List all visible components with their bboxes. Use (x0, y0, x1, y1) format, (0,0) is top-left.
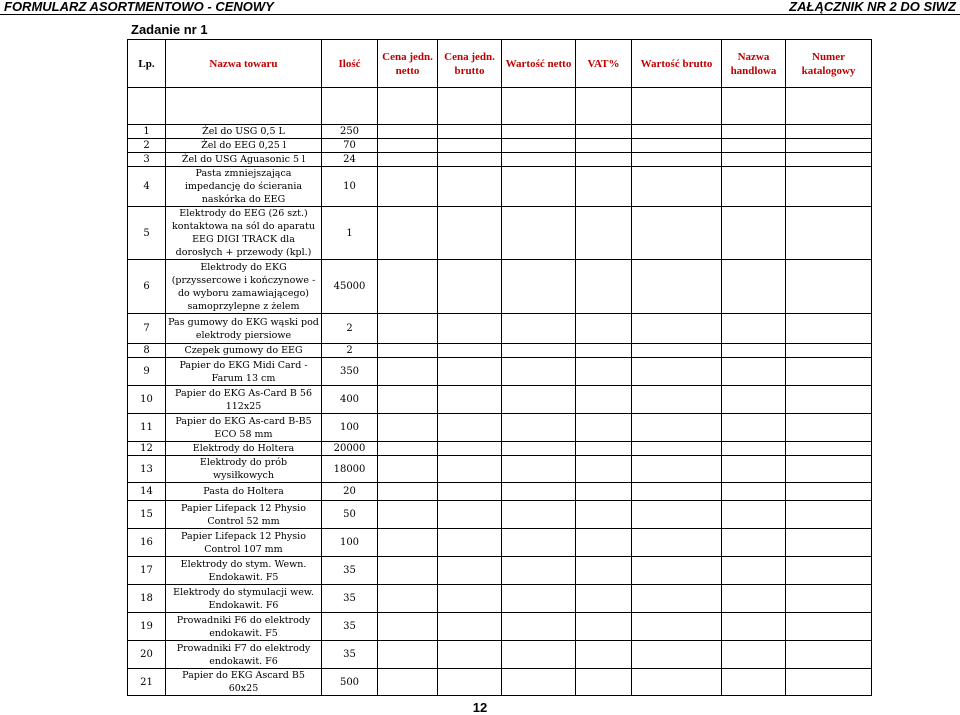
row-unit-gross[interactable] (438, 153, 502, 167)
row-qty: 250 (322, 125, 378, 139)
row-unit-gross[interactable] (438, 442, 502, 456)
row-vat[interactable] (576, 613, 632, 641)
row-qty: 1 (322, 207, 378, 260)
row-value-net[interactable] (502, 344, 576, 358)
row-name: Żel do USG Aguasonic 5 l (166, 153, 322, 167)
row-catalog-no[interactable] (786, 207, 872, 260)
row-value-gross[interactable] (632, 529, 722, 557)
row-trade-name[interactable] (722, 386, 786, 414)
row-trade-name[interactable] (722, 585, 786, 613)
row-unit-net[interactable] (378, 501, 438, 529)
row-vat[interactable] (576, 125, 632, 139)
row-vat[interactable] (576, 153, 632, 167)
row-trade-name[interactable] (722, 314, 786, 344)
task-title: Zadanie nr 1 (131, 22, 208, 37)
table-row (128, 669, 872, 696)
row-name: Papier do EKG As-card B-B5 ECO 58 mm (166, 414, 322, 442)
row-unit-net[interactable] (378, 314, 438, 344)
row-unit-gross[interactable] (438, 386, 502, 414)
table-row (128, 153, 872, 167)
row-vat[interactable] (576, 314, 632, 344)
row-unit-net[interactable] (378, 613, 438, 641)
row-name: Żel do USG 0,5 L (166, 125, 322, 139)
table-row (128, 529, 872, 557)
row-name: Elektrody do stym. Wewn. Endokawit. F5 (166, 557, 322, 585)
row-lp: 3 (128, 153, 166, 167)
row-vat[interactable] (576, 386, 632, 414)
table-row (128, 314, 872, 344)
row-value-gross[interactable] (632, 344, 722, 358)
col-lp: Lp. (128, 40, 166, 88)
row-qty: 18000 (322, 456, 378, 483)
row-trade-name[interactable] (722, 153, 786, 167)
row-unit-gross[interactable] (438, 260, 502, 314)
row-unit-net[interactable] (378, 456, 438, 483)
row-name: Papier Lifepack 12 Physio Control 107 mm (166, 529, 322, 557)
row-value-net[interactable] (502, 207, 576, 260)
table-row (128, 414, 872, 442)
row-value-gross[interactable] (632, 483, 722, 501)
row-value-net[interactable] (502, 125, 576, 139)
row-unit-gross[interactable] (438, 501, 502, 529)
row-qty: 35 (322, 613, 378, 641)
row-unit-net[interactable] (378, 386, 438, 414)
row-name: Pasta zmniejszająca impedancję do ścierania naskórka do EEG (166, 167, 322, 207)
header-divider (0, 14, 960, 15)
row-vat[interactable] (576, 442, 632, 456)
table-row (128, 613, 872, 641)
row-lp: 8 (128, 344, 166, 358)
row-value-net[interactable] (502, 669, 576, 696)
row-catalog-no[interactable] (786, 125, 872, 139)
row-unit-net[interactable] (378, 139, 438, 153)
row-unit-gross[interactable] (438, 139, 502, 153)
row-unit-net[interactable] (378, 207, 438, 260)
row-lp: 1 (128, 125, 166, 139)
col-catalog-no: Numer katalogowy (786, 40, 872, 88)
row-qty: 45000 (322, 260, 378, 314)
row-value-gross[interactable] (632, 501, 722, 529)
col-value-net: Wartość netto (502, 40, 576, 88)
row-value-gross[interactable] (632, 585, 722, 613)
table-row (128, 442, 872, 456)
table-row (128, 125, 872, 139)
row-catalog-no[interactable] (786, 386, 872, 414)
row-vat[interactable] (576, 483, 632, 501)
col-trade-name: Nazwa handlowa (722, 40, 786, 88)
row-catalog-no[interactable] (786, 358, 872, 386)
row-catalog-no[interactable] (786, 456, 872, 483)
row-lp: 9 (128, 358, 166, 386)
row-vat[interactable] (576, 358, 632, 386)
row-value-net[interactable] (502, 386, 576, 414)
row-unit-net[interactable] (378, 344, 438, 358)
row-catalog-no[interactable] (786, 167, 872, 207)
row-qty: 500 (322, 669, 378, 696)
row-value-gross[interactable] (632, 414, 722, 442)
row-catalog-no[interactable] (786, 442, 872, 456)
row-unit-gross[interactable] (438, 613, 502, 641)
table-row (128, 207, 872, 260)
row-lp: 18 (128, 585, 166, 613)
row-unit-net[interactable] (378, 669, 438, 696)
row-unit-net[interactable] (378, 483, 438, 501)
row-unit-net[interactable] (378, 153, 438, 167)
row-value-net[interactable] (502, 139, 576, 153)
row-lp: 20 (128, 641, 166, 669)
row-value-gross[interactable] (632, 260, 722, 314)
row-unit-net[interactable] (378, 442, 438, 456)
row-value-net[interactable] (502, 613, 576, 641)
row-value-gross[interactable] (632, 442, 722, 456)
row-trade-name[interactable] (722, 442, 786, 456)
header-row (128, 40, 872, 88)
row-name: Papier do EKG Ascard B5 60x25 (166, 669, 322, 696)
row-unit-gross[interactable] (438, 344, 502, 358)
col-unit-net: Cena jedn. netto (378, 40, 438, 88)
row-value-net[interactable] (502, 529, 576, 557)
row-trade-name[interactable] (722, 414, 786, 442)
col-name: Nazwa towaru (166, 40, 322, 88)
row-unit-net[interactable] (378, 641, 438, 669)
row-trade-name[interactable] (722, 344, 786, 358)
row-value-gross[interactable] (632, 125, 722, 139)
row-qty: 70 (322, 139, 378, 153)
row-catalog-no[interactable] (786, 483, 872, 501)
row-qty: 2 (322, 344, 378, 358)
row-qty: 20 (322, 483, 378, 501)
row-lp: 17 (128, 557, 166, 585)
row-unit-gross[interactable] (438, 314, 502, 344)
row-vat[interactable] (576, 414, 632, 442)
row-unit-gross[interactable] (438, 414, 502, 442)
row-value-gross[interactable] (632, 669, 722, 696)
row-vat[interactable] (576, 585, 632, 613)
row-unit-net[interactable] (378, 529, 438, 557)
row-value-net[interactable] (502, 153, 576, 167)
row-value-gross[interactable] (632, 314, 722, 344)
row-qty: 50 (322, 501, 378, 529)
col-vat: VAT% (576, 40, 632, 88)
row-qty: 350 (322, 358, 378, 386)
row-unit-gross[interactable] (438, 557, 502, 585)
row-catalog-no[interactable] (786, 557, 872, 585)
row-name: Żel do EEG 0,25 l (166, 139, 322, 153)
row-catalog-no[interactable] (786, 641, 872, 669)
row-qty: 10 (322, 167, 378, 207)
spacer-row (128, 88, 872, 125)
row-value-gross[interactable] (632, 641, 722, 669)
row-catalog-no[interactable] (786, 139, 872, 153)
row-lp: 2 (128, 139, 166, 153)
row-value-gross[interactable] (632, 358, 722, 386)
row-catalog-no[interactable] (786, 414, 872, 442)
row-trade-name[interactable] (722, 167, 786, 207)
row-value-net[interactable] (502, 585, 576, 613)
row-lp: 4 (128, 167, 166, 207)
table-row (128, 386, 872, 414)
row-unit-gross[interactable] (438, 358, 502, 386)
row-trade-name[interactable] (722, 557, 786, 585)
row-unit-net[interactable] (378, 358, 438, 386)
row-qty: 35 (322, 585, 378, 613)
row-lp: 19 (128, 613, 166, 641)
row-name: Papier do EKG As-Card B 56 112x25 (166, 386, 322, 414)
row-value-gross[interactable] (632, 456, 722, 483)
row-unit-net[interactable] (378, 167, 438, 207)
empty-cell (166, 88, 322, 125)
row-unit-net[interactable] (378, 585, 438, 613)
empty-cell (632, 88, 722, 125)
row-value-gross[interactable] (632, 613, 722, 641)
table-row (128, 641, 872, 669)
row-vat[interactable] (576, 167, 632, 207)
row-qty: 100 (322, 529, 378, 557)
row-trade-name[interactable] (722, 501, 786, 529)
row-value-net[interactable] (502, 260, 576, 314)
row-name: Czepek gumowy do EEG (166, 344, 322, 358)
row-vat[interactable] (576, 344, 632, 358)
row-trade-name[interactable] (722, 456, 786, 483)
row-value-gross[interactable] (632, 557, 722, 585)
row-catalog-no[interactable] (786, 260, 872, 314)
row-qty: 400 (322, 386, 378, 414)
row-name: Pas gumowy do EKG wąski pod elektrody piersiowe (166, 314, 322, 344)
row-trade-name[interactable] (722, 483, 786, 501)
row-trade-name[interactable] (722, 139, 786, 153)
row-unit-gross[interactable] (438, 125, 502, 139)
table-row (128, 456, 872, 483)
form-title: FORMULARZ ASORTMENTOWO - CENOWY (4, 0, 274, 14)
row-vat[interactable] (576, 456, 632, 483)
row-name: Elektrody do prób wysiłkowych (166, 456, 322, 483)
row-catalog-no[interactable] (786, 501, 872, 529)
empty-cell (438, 88, 502, 125)
row-vat[interactable] (576, 207, 632, 260)
col-value-gross: Wartość brutto (632, 40, 722, 88)
table-row (128, 557, 872, 585)
row-lp: 6 (128, 260, 166, 314)
row-unit-gross[interactable] (438, 207, 502, 260)
empty-cell (502, 88, 576, 125)
row-name: Elektrody do EEG (26 szt.) kontaktowa na sól do aparatu EEG DIGI TRACK dla dorosłych + przewody (kpl.) (166, 207, 322, 260)
row-lp: 15 (128, 501, 166, 529)
row-value-net[interactable] (502, 442, 576, 456)
row-trade-name[interactable] (722, 613, 786, 641)
empty-cell (786, 88, 872, 125)
row-vat[interactable] (576, 529, 632, 557)
row-value-net[interactable] (502, 483, 576, 501)
row-lp: 21 (128, 669, 166, 696)
row-lp: 10 (128, 386, 166, 414)
row-unit-gross[interactable] (438, 456, 502, 483)
row-catalog-no[interactable] (786, 669, 872, 696)
row-qty: 20000 (322, 442, 378, 456)
table-row (128, 358, 872, 386)
assortment-price-table (127, 39, 872, 696)
row-name: Elektrody do stymulacji wew. Endokawit. F6 (166, 585, 322, 613)
row-catalog-no[interactable] (786, 585, 872, 613)
row-lp: 11 (128, 414, 166, 442)
row-unit-net[interactable] (378, 125, 438, 139)
row-vat[interactable] (576, 641, 632, 669)
table-row (128, 585, 872, 613)
row-name: Prowadniki F6 do elektrody endokawit. F5 (166, 613, 322, 641)
row-lp: 7 (128, 314, 166, 344)
row-unit-net[interactable] (378, 414, 438, 442)
row-value-net[interactable] (502, 358, 576, 386)
row-catalog-no[interactable] (786, 529, 872, 557)
row-name: Elektrody do EKG (przyssercowe i kończynowe - do wyboru zamawiającego) samoprzylepne z żelem (166, 260, 322, 314)
col-qty: Ilość (322, 40, 378, 88)
row-catalog-no[interactable] (786, 314, 872, 344)
empty-cell (378, 88, 438, 125)
table-row (128, 167, 872, 207)
row-value-net[interactable] (502, 314, 576, 344)
row-trade-name[interactable] (722, 358, 786, 386)
row-value-net[interactable] (502, 501, 576, 529)
row-catalog-no[interactable] (786, 344, 872, 358)
row-vat[interactable] (576, 669, 632, 696)
row-value-gross[interactable] (632, 167, 722, 207)
empty-cell (576, 88, 632, 125)
row-value-gross[interactable] (632, 153, 722, 167)
col-unit-gross: Cena jedn. brutto (438, 40, 502, 88)
row-value-gross[interactable] (632, 386, 722, 414)
table-row (128, 483, 872, 501)
row-value-net[interactable] (502, 557, 576, 585)
page-header (0, 0, 960, 14)
row-value-net[interactable] (502, 414, 576, 442)
row-trade-name[interactable] (722, 207, 786, 260)
table-row (128, 501, 872, 529)
row-vat[interactable] (576, 557, 632, 585)
row-trade-name[interactable] (722, 641, 786, 669)
table-row (128, 260, 872, 314)
row-name: Elektrody do Holtera (166, 442, 322, 456)
row-unit-gross[interactable] (438, 641, 502, 669)
row-unit-net[interactable] (378, 260, 438, 314)
row-lp: 14 (128, 483, 166, 501)
row-unit-gross[interactable] (438, 483, 502, 501)
row-qty: 35 (322, 641, 378, 669)
row-lp: 5 (128, 207, 166, 260)
row-qty: 2 (322, 314, 378, 344)
page-number: 12 (472, 700, 488, 715)
row-value-net[interactable] (502, 167, 576, 207)
row-unit-net[interactable] (378, 557, 438, 585)
row-name: Pasta do Holtera (166, 483, 322, 501)
row-vat[interactable] (576, 260, 632, 314)
row-value-net[interactable] (502, 456, 576, 483)
row-qty: 100 (322, 414, 378, 442)
row-trade-name[interactable] (722, 260, 786, 314)
row-unit-gross[interactable] (438, 529, 502, 557)
attachment-label: ZAŁĄCZNIK NR 2 DO SIWZ (789, 0, 956, 14)
row-vat[interactable] (576, 139, 632, 153)
empty-cell (128, 88, 166, 125)
row-trade-name[interactable] (722, 125, 786, 139)
row-vat[interactable] (576, 501, 632, 529)
row-lp: 12 (128, 442, 166, 456)
row-catalog-no[interactable] (786, 153, 872, 167)
row-unit-gross[interactable] (438, 585, 502, 613)
table-body (128, 88, 872, 696)
row-lp: 16 (128, 529, 166, 557)
row-value-gross[interactable] (632, 207, 722, 260)
empty-cell (722, 88, 786, 125)
table-row (128, 344, 872, 358)
table-row (128, 139, 872, 153)
row-qty: 35 (322, 557, 378, 585)
row-lp: 13 (128, 456, 166, 483)
row-name: Prowadniki F7 do elektrody endokawit. F6 (166, 641, 322, 669)
row-value-gross[interactable] (632, 139, 722, 153)
row-trade-name[interactable] (722, 669, 786, 696)
row-unit-gross[interactable] (438, 669, 502, 696)
row-value-net[interactable] (502, 641, 576, 669)
row-name: Papier do EKG Midi Card - Farum 13 cm (166, 358, 322, 386)
empty-cell (322, 88, 378, 125)
row-name: Papier Lifepack 12 Physio Control 52 mm (166, 501, 322, 529)
row-catalog-no[interactable] (786, 613, 872, 641)
row-qty: 24 (322, 153, 378, 167)
row-trade-name[interactable] (722, 529, 786, 557)
row-unit-gross[interactable] (438, 167, 502, 207)
